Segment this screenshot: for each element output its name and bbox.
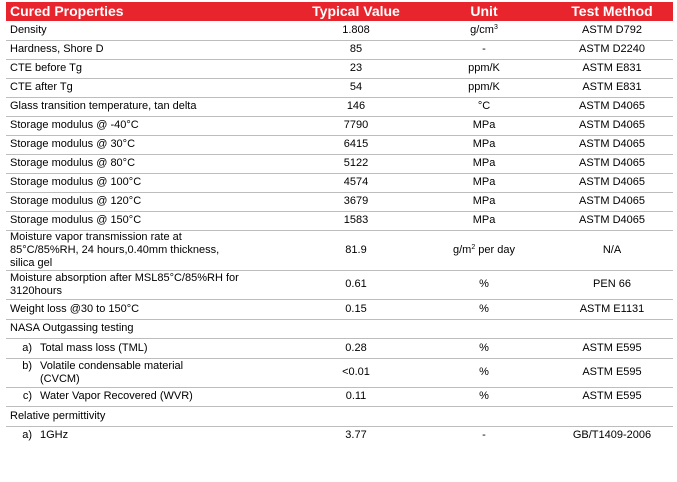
unit: MPa	[417, 135, 551, 154]
table-row	[6, 154, 673, 173]
table-row	[6, 338, 673, 358]
empty-cell	[295, 406, 417, 426]
unit-suffix: per day	[475, 243, 515, 256]
property-name	[6, 270, 295, 299]
unit: ppm/K	[417, 59, 551, 78]
typical-value: 1583	[295, 211, 417, 230]
property-name: Weight loss @30 to 150°C	[6, 299, 295, 319]
table-row	[6, 173, 673, 192]
sub-item-letter: a)	[22, 341, 32, 354]
name-line: Moisture vapor transmission rate at	[10, 230, 182, 243]
typical-value: 7790	[295, 116, 417, 135]
empty-cell	[417, 319, 551, 338]
test-method: ASTM E595	[551, 387, 673, 406]
table-row	[6, 59, 673, 78]
typical-value: 3.77	[345, 429, 367, 442]
name-line: 85°C/85%RH, 24 hours,0.40mm thickness,	[10, 243, 220, 256]
sub-item-text: Total mass loss (TML)	[40, 341, 148, 354]
unit: MPa	[417, 173, 551, 192]
property-name: Storage modulus @ 30°C	[6, 135, 295, 154]
test-method: ASTM D4065	[551, 135, 673, 154]
unit	[417, 21, 551, 40]
typical-value: 0.15	[295, 299, 417, 319]
section-heading: Relative permittivity	[6, 406, 295, 426]
unit: MPa	[417, 154, 551, 173]
property-name: Storage modulus @ 80°C	[6, 154, 295, 173]
property-name: Storage modulus @ 100°C	[6, 173, 295, 192]
properties-table	[6, 2, 673, 445]
unit: %	[417, 270, 551, 299]
header-unit: Unit	[470, 3, 498, 19]
property-name	[6, 358, 295, 387]
header-property: Cured Properties	[10, 3, 124, 19]
typical-value: 0.11	[295, 387, 417, 406]
unit: MPa	[417, 211, 551, 230]
test-method: ASTM E831	[551, 59, 673, 78]
test-method: ASTM D4065	[551, 154, 673, 173]
typical-value: 1.808	[295, 21, 417, 40]
typical-value: 5122	[295, 154, 417, 173]
table-row	[6, 21, 673, 40]
table-row	[6, 270, 673, 299]
table-row	[6, 97, 673, 116]
test-method: ASTM E595	[551, 338, 673, 358]
table-row	[6, 406, 673, 426]
sub-item-letter: b)	[22, 359, 32, 372]
unit-text: g/m	[453, 243, 472, 256]
table-header-row	[6, 2, 673, 21]
table-row	[6, 299, 673, 319]
test-method: ASTM E1131	[551, 299, 673, 319]
unit-superscript: 3	[493, 23, 498, 31]
property-name	[6, 230, 295, 270]
typical-value: 85	[295, 40, 417, 59]
unit: °C	[417, 97, 551, 116]
table-row	[6, 116, 673, 135]
unit: %	[417, 387, 551, 406]
typical-value: <0.01	[295, 358, 417, 387]
sub-item-text	[40, 360, 295, 386]
typical-value: 81.9	[295, 230, 417, 270]
empty-cell	[417, 406, 551, 426]
property-name: Storage modulus @ 120°C	[6, 192, 295, 211]
table-row	[6, 135, 673, 154]
property-name: Storage modulus @ 150°C	[6, 211, 295, 230]
sub-item-letter: a)	[22, 429, 32, 442]
unit: %	[417, 358, 551, 387]
unit: %	[417, 299, 551, 319]
typical-value: 3679	[295, 192, 417, 211]
property-name: Density	[6, 21, 295, 40]
property-name: CTE after Tg	[6, 78, 295, 97]
name-line: 3120hours	[10, 284, 62, 297]
name-line: Moisture absorption after MSL85°C/85%RH for	[10, 271, 239, 284]
test-method: GB/T1409-2006	[572, 429, 652, 442]
table-row	[6, 387, 673, 406]
name-line: (CVCM)	[40, 372, 80, 385]
property-name	[6, 338, 295, 358]
table-row	[6, 230, 673, 270]
typical-value: 0.28	[295, 338, 417, 358]
property-name: CTE before Tg	[6, 59, 295, 78]
typical-value: 23	[295, 59, 417, 78]
test-method: ASTM D2240	[551, 40, 673, 59]
sub-item-text: 1GHz	[40, 429, 69, 442]
empty-cell	[295, 319, 417, 338]
test-method: ASTM D4065	[551, 192, 673, 211]
unit: -	[417, 40, 551, 59]
section-heading: NASA Outgassing testing	[6, 319, 295, 338]
property-name	[6, 426, 295, 445]
unit: MPa	[417, 192, 551, 211]
test-method: ASTM E595	[551, 358, 673, 387]
property-name: Glass transition temperature, tan delta	[6, 97, 295, 116]
table-row	[6, 358, 673, 387]
sub-item-text: Water Vapor Recovered (WVR)	[40, 390, 193, 402]
name-line: Volatile condensable material	[40, 359, 184, 372]
header-method: Test Method	[571, 3, 653, 19]
typical-value: 0.61	[295, 270, 417, 299]
name-line: silica gel	[10, 256, 53, 269]
test-method: PEN 66	[551, 270, 673, 299]
empty-cell	[551, 319, 673, 338]
unit: %	[417, 338, 551, 358]
test-method: ASTM E831	[551, 78, 673, 97]
test-method: N/A	[551, 230, 673, 270]
typical-value: 54	[295, 78, 417, 97]
unit: MPa	[417, 116, 551, 135]
unit	[417, 230, 551, 270]
table-row	[6, 192, 673, 211]
property-name: Hardness, Shore D	[6, 40, 295, 59]
test-method: ASTM D792	[551, 21, 673, 40]
unit-superscript: 2	[471, 243, 476, 251]
header-value: Typical Value	[312, 3, 400, 19]
typical-value: 6415	[295, 135, 417, 154]
unit: ppm/K	[417, 78, 551, 97]
table-row	[6, 319, 673, 338]
table-row	[6, 426, 673, 445]
table-row	[6, 78, 673, 97]
typical-value: 4574	[295, 173, 417, 192]
table-row	[6, 211, 673, 230]
sub-item-letter: c)	[22, 390, 32, 402]
test-method: ASTM D4065	[551, 211, 673, 230]
test-method: ASTM D4065	[551, 173, 673, 192]
test-method: ASTM D4065	[551, 116, 673, 135]
table-row	[6, 40, 673, 59]
typical-value: 146	[295, 97, 417, 116]
property-name	[6, 387, 295, 406]
unit-text: g/cm	[470, 23, 494, 36]
test-method: ASTM D4065	[551, 97, 673, 116]
property-name: Storage modulus @ -40°C	[6, 116, 295, 135]
unit: -	[482, 429, 486, 442]
empty-cell	[551, 406, 673, 426]
